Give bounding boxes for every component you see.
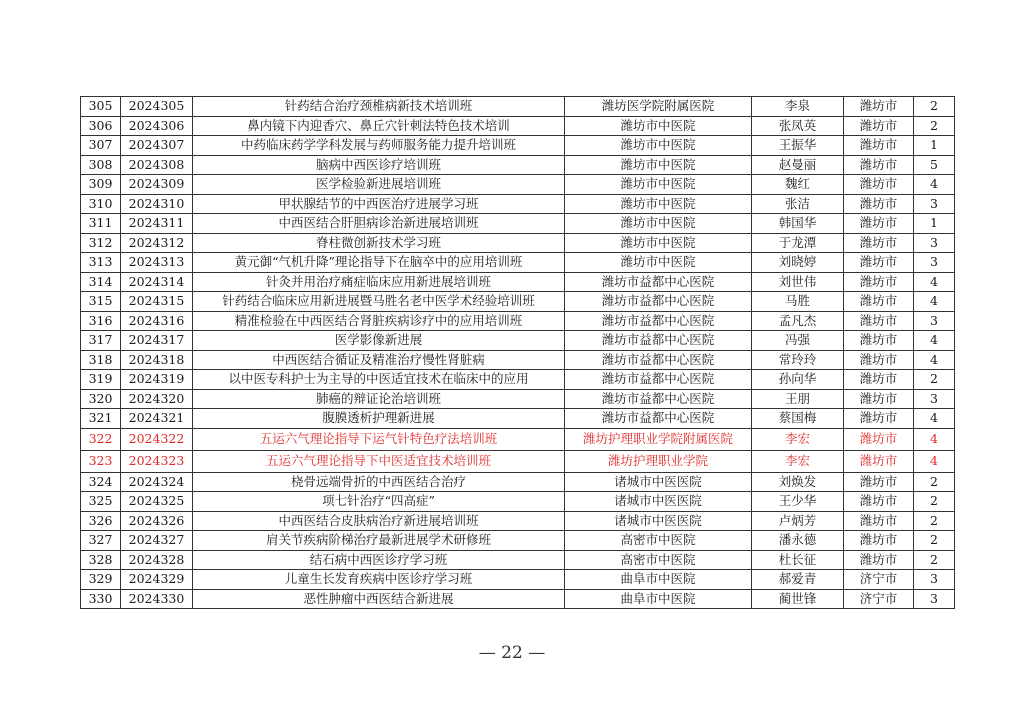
- credit-cell: 3: [914, 233, 955, 253]
- credit-cell: 3: [914, 389, 955, 409]
- city-cell: 潍坊市: [844, 97, 914, 117]
- row-number-cell: 307: [81, 136, 121, 156]
- city-cell: 潍坊市: [844, 116, 914, 136]
- project-name-cell: 腹膜透析护理新进展: [193, 409, 565, 429]
- person-in-charge-cell: 张凤英: [752, 116, 844, 136]
- project-code-cell: 2024309: [121, 175, 193, 195]
- project-name-cell: 黄元御“气机升降”理论指导下在脑卒中的应用培训班: [193, 253, 565, 273]
- project-name-cell: 以中医专科护士为主导的中医适宜技术在临床中的应用: [193, 370, 565, 390]
- project-code-cell: 2024315: [121, 292, 193, 312]
- project-name-cell: 儿童生长发育疾病中医诊疗学习班: [193, 570, 565, 590]
- city-cell: 潍坊市: [844, 175, 914, 195]
- city-cell: 潍坊市: [844, 531, 914, 551]
- credit-cell: 3: [914, 253, 955, 273]
- organization-cell: 潍坊护理职业学院: [565, 450, 752, 472]
- person-in-charge-cell: 刘世伟: [752, 272, 844, 292]
- organization-cell: 潍坊市益都中心医院: [565, 272, 752, 292]
- row-number-cell: 306: [81, 116, 121, 136]
- row-number-cell: 314: [81, 272, 121, 292]
- table-row: [81, 511, 955, 531]
- city-cell: 潍坊市: [844, 472, 914, 492]
- city-cell: 潍坊市: [844, 350, 914, 370]
- credit-cell: 4: [914, 450, 955, 472]
- city-cell: 潍坊市: [844, 511, 914, 531]
- organization-cell: 潍坊市益都中心医院: [565, 331, 752, 351]
- organization-cell: 潍坊市中医院: [565, 233, 752, 253]
- organization-cell: 曲阜市中医院: [565, 570, 752, 590]
- credit-cell: 4: [914, 292, 955, 312]
- table-row: [81, 233, 955, 253]
- row-number-cell: 318: [81, 350, 121, 370]
- project-name-cell: 肺癌的辩证论治培训班: [193, 389, 565, 409]
- organization-cell: 潍坊市中医院: [565, 136, 752, 156]
- table-row: [81, 472, 955, 492]
- row-number-cell: 305: [81, 97, 121, 117]
- city-cell: 潍坊市: [844, 492, 914, 512]
- project-code-cell: 2024320: [121, 389, 193, 409]
- row-number-cell: 329: [81, 570, 121, 590]
- project-code-cell: 2024312: [121, 233, 193, 253]
- project-code-cell: 2024327: [121, 531, 193, 551]
- person-in-charge-cell: 王少华: [752, 492, 844, 512]
- person-in-charge-cell: 刘焕发: [752, 472, 844, 492]
- person-in-charge-cell: 马胜: [752, 292, 844, 312]
- credit-cell: 4: [914, 331, 955, 351]
- project-name-cell: 五运六气理论指导下运气针特色疗法培训班: [193, 428, 565, 450]
- person-in-charge-cell: 潘永德: [752, 531, 844, 551]
- project-code-cell: 2024310: [121, 194, 193, 214]
- organization-cell: 潍坊市益都中心医院: [565, 409, 752, 429]
- project-name-cell: 医学检验新进展培训班: [193, 175, 565, 195]
- row-number-cell: 309: [81, 175, 121, 195]
- project-code-cell: 2024317: [121, 331, 193, 351]
- table-row: [81, 155, 955, 175]
- table-row: [81, 450, 955, 472]
- project-name-cell: 恶性肿瘤中西医结合新进展: [193, 589, 565, 609]
- person-in-charge-cell: 卢炳芳: [752, 511, 844, 531]
- project-name-cell: 中西医结合循证及精准治疗慢性肾脏病: [193, 350, 565, 370]
- city-cell: 潍坊市: [844, 272, 914, 292]
- project-table-container: [80, 96, 954, 609]
- project-code-cell: 2024328: [121, 550, 193, 570]
- credit-cell: 2: [914, 511, 955, 531]
- project-name-cell: 肩关节疾病阶梯治疗最新进展学术研修班: [193, 531, 565, 551]
- project-name-cell: 五运六气理论指导下中医适宜技术培训班: [193, 450, 565, 472]
- organization-cell: 诸城市中医医院: [565, 492, 752, 512]
- credit-cell: 3: [914, 311, 955, 331]
- organization-cell: 潍坊市中医院: [565, 194, 752, 214]
- table-row: [81, 311, 955, 331]
- project-code-cell: 2024319: [121, 370, 193, 390]
- project-name-cell: 中药临床药学学科发展与药师服务能力提升培训班: [193, 136, 565, 156]
- page-number: — 22 —: [478, 643, 546, 663]
- row-number-cell: 325: [81, 492, 121, 512]
- project-name-cell: 针灸并用治疗痛症临床应用新进展培训班: [193, 272, 565, 292]
- table-row: [81, 97, 955, 117]
- organization-cell: 潍坊护理职业学院附属医院: [565, 428, 752, 450]
- project-code-cell: 2024313: [121, 253, 193, 273]
- city-cell: 济宁市: [844, 570, 914, 590]
- city-cell: 潍坊市: [844, 311, 914, 331]
- row-number-cell: 310: [81, 194, 121, 214]
- person-in-charge-cell: 李宏: [752, 428, 844, 450]
- table-row: [81, 428, 955, 450]
- project-code-cell: 2024308: [121, 155, 193, 175]
- project-code-cell: 2024305: [121, 97, 193, 117]
- project-name-cell: 项七针治疗“四高症”: [193, 492, 565, 512]
- credit-cell: 3: [914, 194, 955, 214]
- person-in-charge-cell: 于龙潭: [752, 233, 844, 253]
- project-code-cell: 2024311: [121, 214, 193, 234]
- person-in-charge-cell: 李宏: [752, 450, 844, 472]
- organization-cell: 高密市中医院: [565, 550, 752, 570]
- table-row: [81, 194, 955, 214]
- row-number-cell: 311: [81, 214, 121, 234]
- table-row: [81, 350, 955, 370]
- organization-cell: 高密市中医院: [565, 531, 752, 551]
- row-number-cell: 315: [81, 292, 121, 312]
- person-in-charge-cell: 韩国华: [752, 214, 844, 234]
- organization-cell: 潍坊市中医院: [565, 175, 752, 195]
- person-in-charge-cell: 冯强: [752, 331, 844, 351]
- table-row: [81, 492, 955, 512]
- project-name-cell: 脑病中西医诊疗培训班: [193, 155, 565, 175]
- credit-cell: 4: [914, 409, 955, 429]
- person-in-charge-cell: 赵曼丽: [752, 155, 844, 175]
- row-number-cell: 323: [81, 450, 121, 472]
- table-row: [81, 550, 955, 570]
- organization-cell: 潍坊市益都中心医院: [565, 350, 752, 370]
- person-in-charge-cell: 王振华: [752, 136, 844, 156]
- row-number-cell: 330: [81, 589, 121, 609]
- row-number-cell: 320: [81, 389, 121, 409]
- city-cell: 潍坊市: [844, 292, 914, 312]
- person-in-charge-cell: 常玲玲: [752, 350, 844, 370]
- credit-cell: 2: [914, 116, 955, 136]
- city-cell: 潍坊市: [844, 450, 914, 472]
- project-code-cell: 2024318: [121, 350, 193, 370]
- person-in-charge-cell: 蔡国梅: [752, 409, 844, 429]
- table-row: [81, 409, 955, 429]
- project-name-cell: 甲状腺结节的中西医治疗进展学习班: [193, 194, 565, 214]
- table-row: [81, 116, 955, 136]
- project-name-cell: 中西医结合皮肤病治疗新进展培训班: [193, 511, 565, 531]
- project-code-cell: 2024323: [121, 450, 193, 472]
- project-code-cell: 2024306: [121, 116, 193, 136]
- credit-cell: 2: [914, 97, 955, 117]
- city-cell: 潍坊市: [844, 233, 914, 253]
- organization-cell: 潍坊市益都中心医院: [565, 292, 752, 312]
- project-code-cell: 2024316: [121, 311, 193, 331]
- project-name-cell: 鼻内镜下内迎香穴、鼻丘穴针刺法特色技术培训: [193, 116, 565, 136]
- organization-cell: 潍坊市益都中心医院: [565, 370, 752, 390]
- project-code-cell: 2024324: [121, 472, 193, 492]
- person-in-charge-cell: 郝爱青: [752, 570, 844, 590]
- person-in-charge-cell: 孟凡杰: [752, 311, 844, 331]
- organization-cell: 诸城市中医医院: [565, 511, 752, 531]
- city-cell: 潍坊市: [844, 331, 914, 351]
- city-cell: 济宁市: [844, 589, 914, 609]
- city-cell: 潍坊市: [844, 409, 914, 429]
- table-row: [81, 272, 955, 292]
- credit-cell: 4: [914, 350, 955, 370]
- project-code-cell: 2024314: [121, 272, 193, 292]
- credit-cell: 2: [914, 550, 955, 570]
- row-number-cell: 317: [81, 331, 121, 351]
- person-in-charge-cell: 杜长征: [752, 550, 844, 570]
- person-in-charge-cell: 魏红: [752, 175, 844, 195]
- table-row: [81, 292, 955, 312]
- project-table: [80, 96, 955, 609]
- table-row: [81, 214, 955, 234]
- project-code-cell: 2024326: [121, 511, 193, 531]
- organization-cell: 潍坊市益都中心医院: [565, 389, 752, 409]
- project-name-cell: 结石病中西医诊疗学习班: [193, 550, 565, 570]
- credit-cell: 3: [914, 570, 955, 590]
- city-cell: 潍坊市: [844, 136, 914, 156]
- organization-cell: 诸城市中医医院: [565, 472, 752, 492]
- table-row: [81, 136, 955, 156]
- credit-cell: 2: [914, 472, 955, 492]
- organization-cell: 潍坊市中医院: [565, 116, 752, 136]
- credit-cell: 5: [914, 155, 955, 175]
- credit-cell: 4: [914, 272, 955, 292]
- project-code-cell: 2024321: [121, 409, 193, 429]
- project-name-cell: 脊柱微创新技术学习班: [193, 233, 565, 253]
- project-code-cell: 2024322: [121, 428, 193, 450]
- table-row: [81, 370, 955, 390]
- credit-cell: 2: [914, 492, 955, 512]
- project-name-cell: 桡骨远端骨折的中西医结合治疗: [193, 472, 565, 492]
- city-cell: 潍坊市: [844, 214, 914, 234]
- organization-cell: 潍坊市中医院: [565, 155, 752, 175]
- row-number-cell: 313: [81, 253, 121, 273]
- credit-cell: 4: [914, 428, 955, 450]
- person-in-charge-cell: 刘晓婷: [752, 253, 844, 273]
- organization-cell: 潍坊市中医院: [565, 253, 752, 273]
- project-name-cell: 针药结合临床应用新进展暨马胜名老中医学术经验培训班: [193, 292, 565, 312]
- person-in-charge-cell: 张洁: [752, 194, 844, 214]
- organization-cell: 潍坊市益都中心医院: [565, 311, 752, 331]
- person-in-charge-cell: 王朋: [752, 389, 844, 409]
- credit-cell: 1: [914, 214, 955, 234]
- row-number-cell: 319: [81, 370, 121, 390]
- person-in-charge-cell: 孙向华: [752, 370, 844, 390]
- project-name-cell: 针药结合治疗颈椎病新技术培训班: [193, 97, 565, 117]
- project-code-cell: 2024330: [121, 589, 193, 609]
- row-number-cell: 316: [81, 311, 121, 331]
- credit-cell: 2: [914, 370, 955, 390]
- row-number-cell: 326: [81, 511, 121, 531]
- credit-cell: 1: [914, 136, 955, 156]
- city-cell: 潍坊市: [844, 194, 914, 214]
- row-number-cell: 312: [81, 233, 121, 253]
- project-name-cell: 医学影像新进展: [193, 331, 565, 351]
- row-number-cell: 321: [81, 409, 121, 429]
- person-in-charge-cell: 李泉: [752, 97, 844, 117]
- city-cell: 潍坊市: [844, 550, 914, 570]
- table-row: [81, 253, 955, 273]
- city-cell: 潍坊市: [844, 370, 914, 390]
- organization-cell: 曲阜市中医院: [565, 589, 752, 609]
- city-cell: 潍坊市: [844, 155, 914, 175]
- table-body: [81, 97, 955, 609]
- project-code-cell: 2024307: [121, 136, 193, 156]
- project-name-cell: 中西医结合肝胆病诊治新进展培训班: [193, 214, 565, 234]
- row-number-cell: 327: [81, 531, 121, 551]
- project-name-cell: 精准检验在中西医结合肾脏疾病诊疗中的应用培训班: [193, 311, 565, 331]
- table-row: [81, 175, 955, 195]
- organization-cell: 潍坊医学院附属医院: [565, 97, 752, 117]
- person-in-charge-cell: 蔺世锋: [752, 589, 844, 609]
- table-row: [81, 589, 955, 609]
- row-number-cell: 328: [81, 550, 121, 570]
- table-row: [81, 570, 955, 590]
- table-row: [81, 389, 955, 409]
- city-cell: 潍坊市: [844, 389, 914, 409]
- table-row: [81, 331, 955, 351]
- credit-cell: 3: [914, 589, 955, 609]
- organization-cell: 潍坊市中医院: [565, 214, 752, 234]
- row-number-cell: 324: [81, 472, 121, 492]
- credit-cell: 4: [914, 175, 955, 195]
- city-cell: 潍坊市: [844, 253, 914, 273]
- project-code-cell: 2024329: [121, 570, 193, 590]
- table-row: [81, 531, 955, 551]
- row-number-cell: 322: [81, 428, 121, 450]
- credit-cell: 2: [914, 531, 955, 551]
- project-code-cell: 2024325: [121, 492, 193, 512]
- row-number-cell: 308: [81, 155, 121, 175]
- city-cell: 潍坊市: [844, 428, 914, 450]
